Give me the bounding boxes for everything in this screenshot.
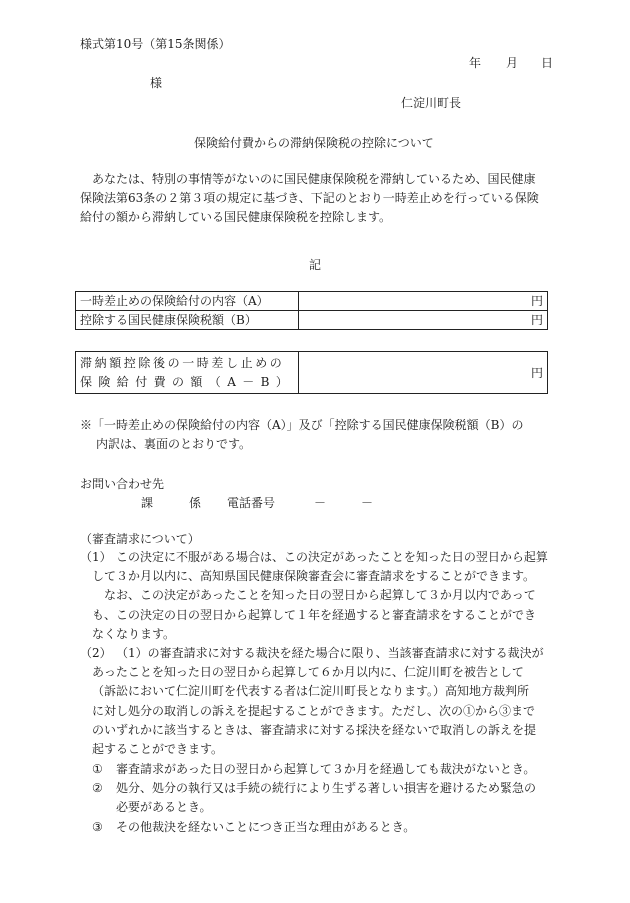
- condition-1: ① 審査請求があった日の翌日から起算して３か月を経過しても裁決がないとき。: [80, 760, 536, 779]
- contact-ka: 課: [141, 496, 154, 510]
- net-benefit-label-line: 保険給付費の額（A－B）: [80, 374, 295, 389]
- net-benefit-value: 円: [299, 352, 548, 394]
- form-number: 様式第10号（第15条関係）: [80, 37, 231, 51]
- contact-phone-dash: －: [314, 496, 327, 510]
- appeal-line: なくなります。: [92, 626, 176, 641]
- appeal-line: に対し処分の取消しの訴えを提起することができます。ただし、次の①から③まで: [92, 703, 536, 718]
- addressee-suffix: 様: [150, 76, 163, 90]
- intro-paragraph: [80, 170, 539, 228]
- table-row: [76, 311, 548, 330]
- deducted-tax-label: 控除する国民健康保険税額（B）: [76, 311, 299, 330]
- ki-heading: 記: [309, 258, 322, 272]
- contact-phone-dash: －: [361, 496, 374, 510]
- table-row: [76, 292, 548, 311]
- appeal-line: も、この決定の日の翌日から起算して１年を経過すると審査請求をすることができ: [92, 607, 537, 622]
- condition-2-continued: 必要があるとき。: [116, 800, 212, 815]
- appeal-line: して３か月以内に、高知県国民健康保険審査会に審査請求をすることができます。: [92, 569, 536, 584]
- amount-table: [75, 291, 548, 330]
- appeal-line: 起することができます。: [92, 742, 224, 757]
- contact-kakari: 係: [189, 496, 202, 510]
- condition-3: ③ その他裁決を経ないことにつき正当な理由があるとき。: [80, 818, 536, 837]
- document-title: 保険給付費からの滞納保険税の控除について: [194, 136, 434, 150]
- appeal-line: あったことを知った日の翌日から起算して６か月以内に、仁淀川町を被告として: [92, 665, 524, 680]
- intro-line: あなたは、特別の事情等がないのに国民健康保険税を滞納しているため、国民健康: [92, 172, 536, 186]
- appeal-line: （2） （1）の審査請求に対する裁決を経た場合に限り、当該審査請求に対する裁決が: [80, 644, 544, 663]
- deducted-tax-value: 円: [299, 311, 548, 330]
- note-line: ※「一時差止めの保険給付の内容（A）」及び「控除する国民健康保険税額（B）の: [80, 418, 524, 432]
- contact-phone-label: 電話番号: [227, 496, 276, 510]
- date-year: 年: [469, 56, 482, 70]
- condition-mark: ③: [92, 819, 103, 834]
- suspended-benefit-label: 一時差止めの保険給付の内容（A）: [76, 292, 299, 311]
- appeal-line: のいずれかに該当するときは、審査請求に対する採決を経ないで取消しの訴えを提: [92, 722, 537, 737]
- condition-2: ② 処分、処分の執行又は手続の続行により生ずる著しい損害を避けるため緊急の: [80, 779, 536, 798]
- appeal-item-1: [80, 548, 548, 644]
- intro-line: 保険法第63条の２第３項の規定に基づき、下記のとおり一時差止めを行っている保険: [80, 191, 539, 206]
- contact-heading: お問い合わせ先: [80, 477, 165, 491]
- appeal-line: なお、この決定があったことを知った日の翌日から起算して３か月以内であって: [104, 588, 536, 603]
- appeal-line: （訴訟において仁淀川町を代表する者は仁淀川町長となります。）高知地方裁判所: [92, 684, 530, 699]
- date-month: 月: [506, 56, 519, 70]
- net-amount-table: [75, 351, 548, 394]
- note-line: 内訳は、裏面のとおりです。: [96, 437, 252, 452]
- intro-line: 給付の額から滞納している国民健康保険税を控除します。: [80, 210, 392, 225]
- date-day: 日: [541, 56, 554, 70]
- net-benefit-label: [76, 352, 299, 394]
- issuer: 仁淀川町長: [401, 96, 462, 110]
- condition-mark: ①: [92, 762, 103, 776]
- appeal-number: （2）: [80, 646, 112, 660]
- conditions-list: [80, 760, 536, 837]
- appeal-line: （1） この決定に不服がある場合は、この決定があったことを知った日の翌日から起算: [80, 548, 548, 567]
- note: [80, 416, 524, 454]
- appeal-number: （1）: [80, 550, 112, 564]
- net-benefit-label-line: 滞納額控除後の一時差し止めの: [80, 355, 285, 370]
- appeal-heading: （審査請求について）: [80, 532, 200, 546]
- table-row: [76, 352, 548, 394]
- suspended-benefit-value: 円: [299, 292, 548, 311]
- appeal-item-2: [80, 644, 544, 759]
- condition-mark: ②: [92, 781, 103, 796]
